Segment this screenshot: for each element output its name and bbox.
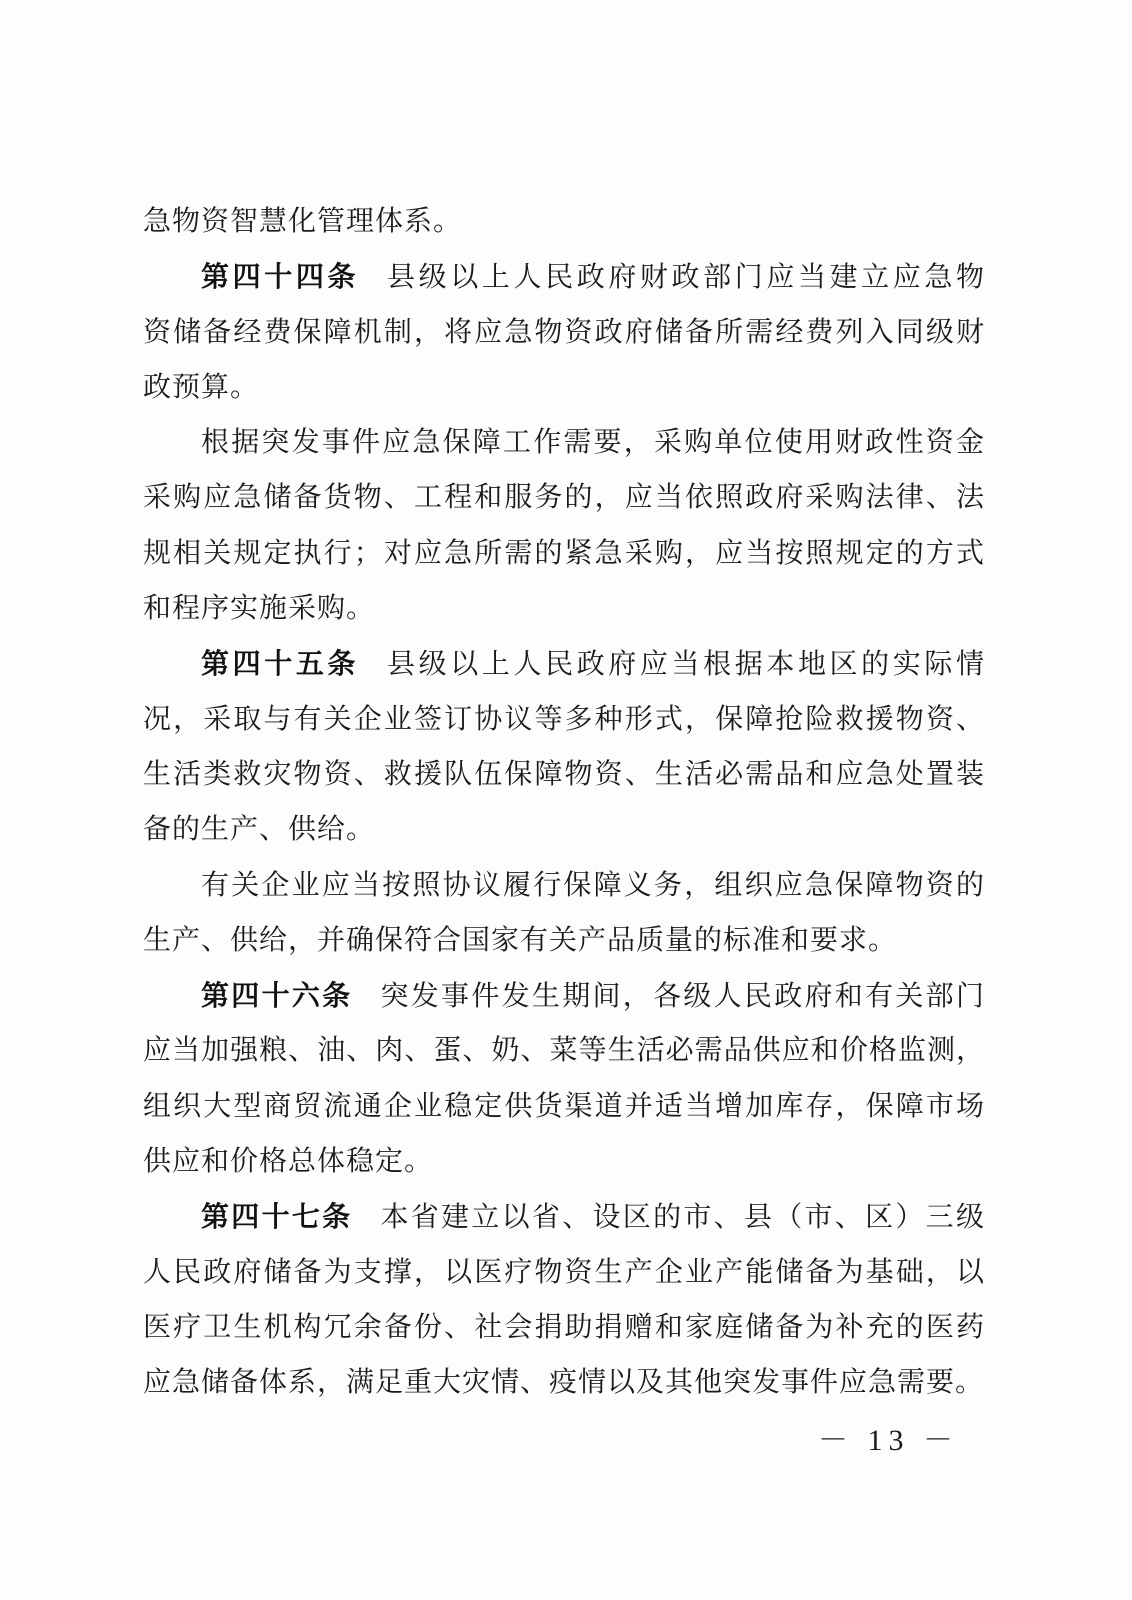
text-line [143,692,985,747]
text-line [143,305,985,360]
text-line [143,1355,985,1410]
page-footer [143,1415,985,1459]
text-line [143,470,985,525]
line-text: 应当加强粮、油、肉、蛋、奶、菜等生活必需品供应和价格监测， [143,1035,985,1067]
text-line [143,636,985,691]
text-line [143,581,985,636]
article-number-heading: 第四十六条 [201,979,353,1013]
article-number-heading: 第四十五条 [201,647,360,681]
text-line [143,360,985,415]
text-line [143,913,985,968]
text-line [143,526,985,581]
line-text: 县级以上人民政府财政部门应当建立应急物 [387,262,985,294]
line-text: 县级以上人民政府应当根据本地区的实际情 [387,649,985,681]
line-text: 急物资智慧化管理体系。 [143,206,463,237]
line-text: 供应和价格总体稳定。 [143,1146,434,1178]
text-line [143,747,985,802]
page-number: － 13 － [818,1424,959,1457]
text-line [143,802,985,857]
text-line [143,194,985,249]
line-text: 生产、供给，并确保符合国家有关产品质量的标准和要求。 [143,924,898,956]
line-text: 和程序实施采购。 [143,593,376,625]
line-text: 突发事件发生期间，各级人民政府和有关部门 [380,981,985,1013]
text-line [143,1245,985,1300]
text-line [143,415,985,470]
line-text: 政预算。 [143,371,260,403]
line-text: 应急储备体系，满足重大灾情、疫情以及其他突发事件应急需要。 [143,1367,985,1399]
line-text: 人民政府储备为支撑，以医疗物资生产企业产能储备为基础，以 [143,1256,985,1288]
line-text: 医疗卫生机构冗余备份、社会捐助捐赠和家庭储备为补充的医药 [143,1311,985,1343]
text-line [143,1189,985,1244]
text-line [143,968,985,1023]
text-line [143,1079,985,1134]
line-text: 规相关规定执行；对应急所需的紧急采购，应当按照规定的方式 [143,537,985,569]
line-text: 生活类救灾物资、救援队伍保障物资、生活必需品和应急处置装 [143,758,985,790]
text-line [143,249,985,304]
line-text: 组织大型商贸流通企业稳定供货渠道并适当增加库存，保障市场 [143,1090,985,1122]
line-text: 资储备经费保障机制，将应急物资政府储备所需经费列入同级财 [143,316,985,348]
line-text: 有关企业应当按照协议履行保障义务，组织应急保障物资的 [201,869,985,901]
article-number-heading: 第四十四条 [201,260,360,294]
line-text: 本省建立以省、设区的市、县（市、区）三级 [380,1202,985,1234]
text-line [143,1134,985,1189]
text-line [143,858,985,913]
line-text: 根据突发事件应急保障工作需要，采购单位使用财政性资金 [201,427,985,459]
line-text: 况，采取与有关企业签订协议等多种形式，保障抢险救援物资、 [143,703,985,735]
line-text: 备的生产、供给。 [143,814,376,846]
article-number-heading: 第四十七条 [201,1200,353,1234]
text-line [143,1300,985,1355]
text-line [143,1023,985,1078]
document-text-block [143,194,985,1411]
line-text: 采购应急储备货物、工程和服务的，应当依照政府采购法律、法 [143,482,985,514]
